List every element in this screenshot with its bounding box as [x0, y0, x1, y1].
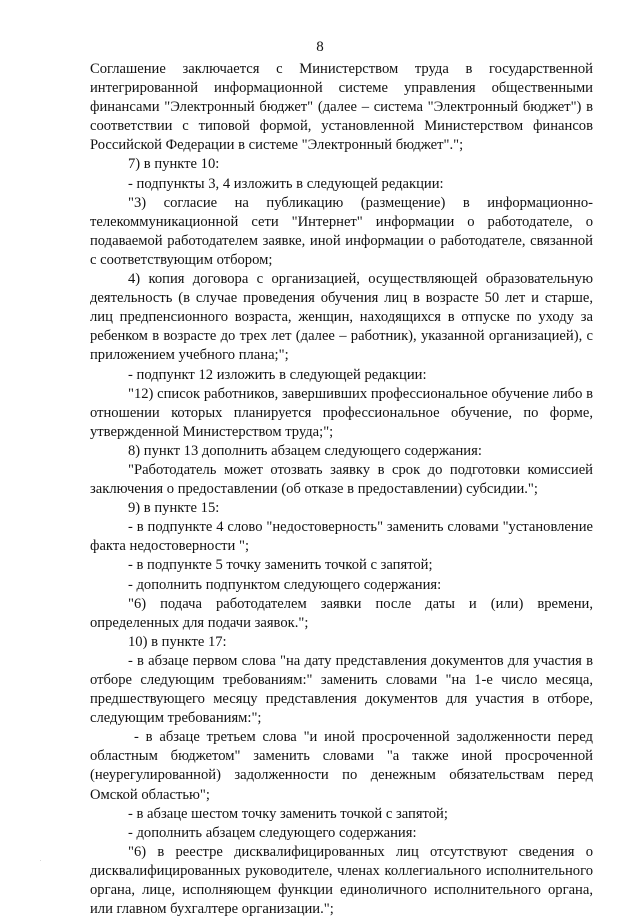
paragraph-third-clause: - в абзаце третьем слова "и иной просроченной задолженности перед областным бюджетом" заменить словами "а также иной просроченной (неурегулированной) задолженности по денежным обязательствам перед Омской областью";: [90, 729, 593, 803]
paragraph-subitem-12: - подпункт 12 изложить в следующей редакции:: [128, 366, 427, 383]
paragraph-item-7: 7) в пункте 10:: [128, 156, 220, 173]
paragraph-sixth-clause: - в абзаце шестом точку заменить точкой с запятой;: [128, 805, 448, 822]
paragraph-subitems-3-4: - подпункты 3, 4 изложить в следующей редакции:: [128, 175, 444, 192]
paragraph-agreement: Соглашение заключается с Министерством труда в государственной интегрированной информационной системе управления общественными финансами "Электронный бюджет" (далее – система "Электронный бюджет") в соответствии с типовой формой, установленной Министерством финансов Российской Федерации в системе "Электронный бюджет".";: [90, 61, 593, 154]
paragraph-consent: "3) согласие на публикацию (размещение) в информационно-телекоммуникационной сети "Интернет" информации о работодателе, о подаваемой работодателем заявке, иной информации о работодателе, связанной с соответствующим отбором;: [90, 194, 593, 268]
paragraph-workers-list: "12) список работников, завершивших профессиональное обучение либо в отношении которых планируется профессиональное обучение, по форме, утвержденной Министерством труда;";: [90, 385, 593, 440]
paragraph-first-clause: - в абзаце первом слова "на дату представления документов для участия в отборе следующим требованиям:" заменить словами "на 1-е число месяца, предшествующего месяцу представления документов для участия в отборе, следующим требованиям:";: [90, 652, 593, 727]
paragraph-late-application: "6) подача работодателем заявки после даты и (или) времени, определенных для подачи заявок.";: [90, 595, 593, 631]
paragraph-item-10: 10) в пункте 17:: [128, 633, 227, 650]
paragraph-add-subitem: - дополнить подпунктом следующего содержания:: [128, 576, 442, 593]
paragraph-withdraw-application: "Работодатель может отозвать заявку в срок до подготовки комиссией заключения о предоставлении (об отказе в предоставлении) субсидии.";: [90, 461, 593, 498]
paragraph-item-9: 9) в пункте 15:: [128, 500, 220, 517]
paragraph-contract-copy: 4) копия договора с организацией, осуществляющей образовательную деятельность (в случае проведения обучения лиц в возрасте 50 лет и старше, лиц предпенсионного возраста, женщин, находящихся в отпуске по уходу за ребенком в возрасте до трех лет (далее – работник), указанной организацией), с приложением учебного плана;";: [90, 271, 593, 364]
paragraph-subitem-4-replace: - в подпункте 4 слово "недостоверность" заменить словами "установление факта недостоверности ";: [90, 519, 593, 555]
paragraph-disqualified-registry: "6) в реестре дисквалифицированных лиц отсутствуют сведения о дисквалифицированных руководителе, членах коллегиального исполнительного органа, лице, исполняющем функции единоличного исполнительного органа, или главном бухгалтере организации.";: [90, 843, 593, 918]
scan-artifact: [40, 860, 41, 861]
paragraph-item-8: 8) пункт 13 дополнить абзацем следующего содержания:: [128, 442, 482, 459]
paragraph-add-clause: - дополнить абзацем следующего содержания:: [128, 824, 417, 841]
page-number: 8: [316, 39, 324, 55]
document-body: [90, 60, 593, 919]
paragraph-subitem-5-replace: - в подпункте 5 точку заменить точкой с запятой;: [128, 557, 433, 574]
